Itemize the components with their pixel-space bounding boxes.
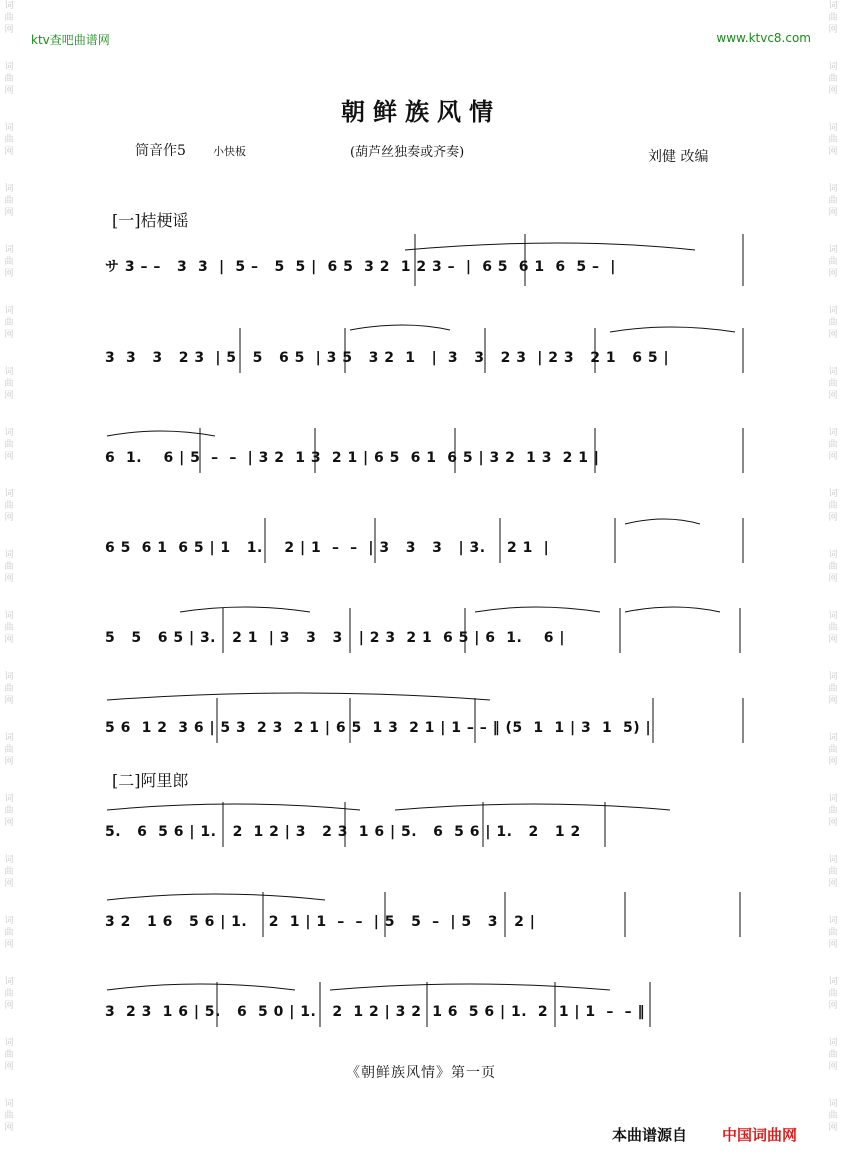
line-8-markings bbox=[105, 882, 745, 942]
section-label-1: [一]桔梗谣 bbox=[112, 211, 189, 230]
watermark-text: 词曲网 bbox=[828, 1038, 838, 1072]
line-7-notes: 5. 6 5 6 | 1. 2 1 2 | 3 2 3 1 6 | 5. 6 5 6 | 1. 2 1 2 bbox=[105, 824, 581, 840]
watermark-text: 词曲网 bbox=[4, 550, 14, 584]
watermark-text: 词曲网 bbox=[4, 611, 14, 645]
watermark-text: 词曲网 bbox=[828, 672, 838, 706]
section-label-2: [二]阿里郎 bbox=[112, 771, 189, 790]
line-1-notes: サ 3 – – 3 3 | 5 – 5 5 | 6 5 3 2 1 2 3 – | 6 5 6 1 6 5 – | bbox=[105, 259, 616, 275]
watermark-text: 词曲网 bbox=[828, 184, 838, 218]
watermark-text: 词曲网 bbox=[828, 611, 838, 645]
site-name-left[interactable]: ktv查吧曲谱网 bbox=[31, 33, 110, 47]
right-watermark-column bbox=[826, 0, 840, 1171]
watermark-text: 词曲网 bbox=[828, 550, 838, 584]
watermark-text: 词曲网 bbox=[828, 428, 838, 462]
score-line-5 bbox=[105, 598, 745, 658]
watermark-text: 词曲网 bbox=[4, 1038, 14, 1072]
watermark-text: 词曲网 bbox=[828, 306, 838, 340]
watermark-text: 词曲网 bbox=[828, 977, 838, 1011]
score-title: 朝鲜族风情 bbox=[341, 97, 501, 126]
watermark-text: 词曲网 bbox=[828, 489, 838, 523]
watermark-text: 词曲网 bbox=[828, 916, 838, 950]
watermark-text: 词曲网 bbox=[4, 123, 14, 157]
score-line-8 bbox=[105, 882, 745, 942]
watermark-text: 词曲网 bbox=[828, 245, 838, 279]
watermark-text: 词曲网 bbox=[4, 489, 14, 523]
score-line-7 bbox=[105, 792, 745, 852]
instrumentation: (葫芦丝独奏或齐奏) bbox=[350, 145, 465, 160]
score-line-4 bbox=[105, 508, 745, 568]
score-line-1 bbox=[105, 228, 745, 288]
left-watermark-column bbox=[2, 0, 16, 1171]
watermark-text: 词曲网 bbox=[828, 1, 838, 35]
watermark-text: 词曲网 bbox=[828, 123, 838, 157]
line-5-markings bbox=[105, 598, 745, 658]
line-7-markings bbox=[105, 792, 745, 852]
line-2-markings bbox=[105, 318, 745, 378]
line-8-notes: 3 2 1 6 5 6 | 1. 2 1 | 1 – – | 5 5 – | 5 3 2 | bbox=[105, 914, 536, 930]
watermark-text: 词曲网 bbox=[4, 245, 14, 279]
source-label: 本曲谱源自 bbox=[612, 1126, 688, 1144]
watermark-text: 词曲网 bbox=[4, 672, 14, 706]
watermark-text: 词曲网 bbox=[828, 855, 838, 889]
tempo-marking: 小快板 bbox=[213, 145, 246, 158]
watermark-text: 词曲网 bbox=[4, 367, 14, 401]
watermark-text: 词曲网 bbox=[4, 184, 14, 218]
watermark-text: 词曲网 bbox=[4, 855, 14, 889]
line-4-markings bbox=[105, 508, 745, 568]
score-line-9 bbox=[105, 972, 745, 1032]
watermark-text: 词曲网 bbox=[4, 1099, 14, 1133]
line-6-notes: 5 6 1 2 3 6 | 5 3 2 3 2 1 | 6 5 1 3 2 1 | 1 – – ‖ (5 1 1 | 3 1 5) | bbox=[105, 720, 652, 736]
line-9-notes: 3 2 3 1 6 | 5. 6 5 0 | 1. 2 1 2 | 3 2 1 6 5 6 | 1. 2 1 | 1 – – ‖ bbox=[105, 1004, 646, 1020]
watermark-text: 词曲网 bbox=[4, 62, 14, 96]
page-footer: 《朝鲜族风情》第一页 bbox=[346, 1065, 496, 1081]
watermark-text: 词曲网 bbox=[828, 1099, 838, 1133]
line-2-notes: 3 3 3 2 3 | 5 5 6 5 | 3 5 3 2 1 | 3 3 2 3 | 2 3 2 1 6 5 | bbox=[105, 350, 670, 366]
line-9-markings bbox=[105, 972, 745, 1032]
watermark-text: 词曲网 bbox=[4, 306, 14, 340]
watermark-text: 词曲网 bbox=[828, 733, 838, 767]
brand-link[interactable]: 中国词曲网 bbox=[722, 1126, 798, 1144]
watermark-text: 词曲网 bbox=[828, 367, 838, 401]
arranger: 刘健 改编 bbox=[648, 149, 709, 165]
key-signature: 筒音作5 bbox=[135, 143, 186, 159]
line-6-markings bbox=[105, 688, 745, 748]
watermark-text: 词曲网 bbox=[828, 62, 838, 96]
line-3-markings bbox=[105, 418, 745, 478]
watermark-text: 词曲网 bbox=[4, 916, 14, 950]
line-3-notes: 6 1. 6 | 5 – – | 3 2 1 3 2 1 | 6 5 6 1 6 5 | 3 2 1 3 2 1 | bbox=[105, 450, 600, 466]
site-url-right[interactable]: www.ktvc8.com bbox=[716, 31, 811, 45]
watermark-text: 词曲网 bbox=[4, 1, 14, 35]
watermark-text: 词曲网 bbox=[4, 977, 14, 1011]
line-4-notes: 6 5 6 1 6 5 | 1 1. 2 | 1 – – | 3 3 3 | 3. 2 1 | bbox=[105, 540, 550, 556]
score-line-2 bbox=[105, 318, 745, 378]
watermark-text: 词曲网 bbox=[4, 794, 14, 828]
score-line-3 bbox=[105, 418, 745, 478]
watermark-text: 词曲网 bbox=[4, 733, 14, 767]
watermark-text: 词曲网 bbox=[828, 794, 838, 828]
watermark-text: 词曲网 bbox=[4, 428, 14, 462]
score-line-6 bbox=[105, 688, 745, 748]
line-5-notes: 5 5 6 5 | 3. 2 1 | 3 3 3 | 2 3 2 1 6 5 | 6 1. 6 | bbox=[105, 630, 565, 646]
